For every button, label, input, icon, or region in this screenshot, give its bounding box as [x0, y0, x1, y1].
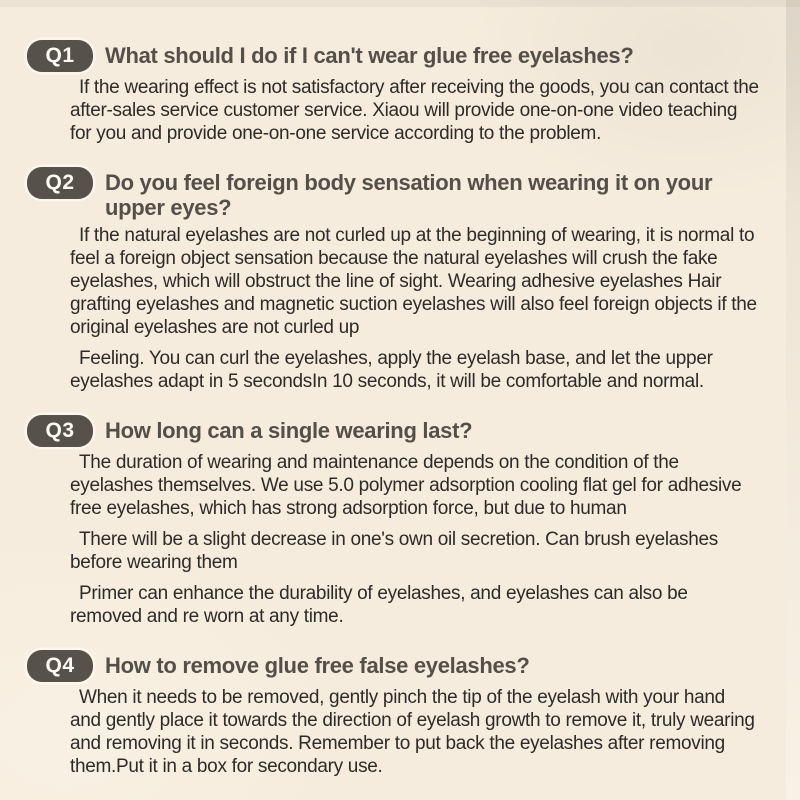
q4-header-row [27, 650, 768, 682]
q1-badge: Q1 [27, 40, 93, 72]
faq-section-q1 [27, 40, 768, 145]
q3-answer-paragraph: There will be a slight decrease in one's own oil secretion. Can brush eyelashes before wearing them [70, 529, 718, 573]
q1-answer [70, 76, 760, 145]
faq-section-q3 [27, 415, 768, 628]
q3-question: How long can a single wearing last? [105, 418, 473, 443]
q3-answer-paragraph: Primer can enhance the durability of eyelashes, and eyelashes can also be removed and re worn at any time. [70, 583, 688, 627]
q2-question: Do you feel foreign body sensation when wearing it on your upper eyes? [105, 170, 713, 220]
q3-answer-paragraph: The duration of wearing and maintenance depends on the condition of the eyelashes themselves. We use 5.0 polymer adsorption cooling flat gel for adhesive free eyelashes, which has strong adsorption force, but due to human [70, 452, 742, 519]
faq-section-q4 [27, 650, 768, 778]
q4-badge: Q4 [27, 650, 93, 682]
q4-question: How to remove glue free false eyelashes? [105, 653, 530, 678]
q4-answer [70, 686, 760, 778]
q3-header-row [27, 415, 768, 447]
q2-answer-paragraph: If the natural eyelashes are not curled up at the beginning of wearing, it is normal to feel a foreign object sensation because the natural eyelashes will crush the fake eyelashes, which will obstruct the line of sight. Wearing adhesive eyelashes Hair grafting eyelashes and magnetic suction eyelashes will also feel foreign objects if the original eyelashes are not curled up [70, 225, 757, 338]
q3-badge: Q3 [27, 415, 93, 447]
q2-answer-paragraph: Feeling. You can curl the eyelashes, apply the eyelash base, and let the upper eyelashes adapt in 5 secondsIn 10 seconds, it will be comfortable and normal. [70, 348, 713, 392]
q3-answer [70, 451, 760, 628]
q1-answer-paragraph: If the wearing effect is not satisfactory after receiving the goods, you can contact the after-sales service customer service. Xiaou will provide one-on-one video teaching for you and provide one-on-one service according to the problem. [70, 77, 759, 144]
q1-header-row [27, 40, 768, 72]
q2-header-row [27, 167, 768, 220]
q1-question: What should I do if I can't wear glue free eyelashes? [105, 43, 634, 68]
q2-answer [70, 224, 760, 393]
q2-badge: Q2 [27, 167, 93, 199]
faq-section-q2 [27, 167, 768, 393]
q4-answer-paragraph: When it needs to be removed, gently pinch the tip of the eyelash with your hand and gently place it towards the direction of eyelash growth to remove it, truly wearing and removing it in seconds. Remember to put back the eyelashes after removing them.Put it in a box for secondary use. [70, 687, 755, 777]
